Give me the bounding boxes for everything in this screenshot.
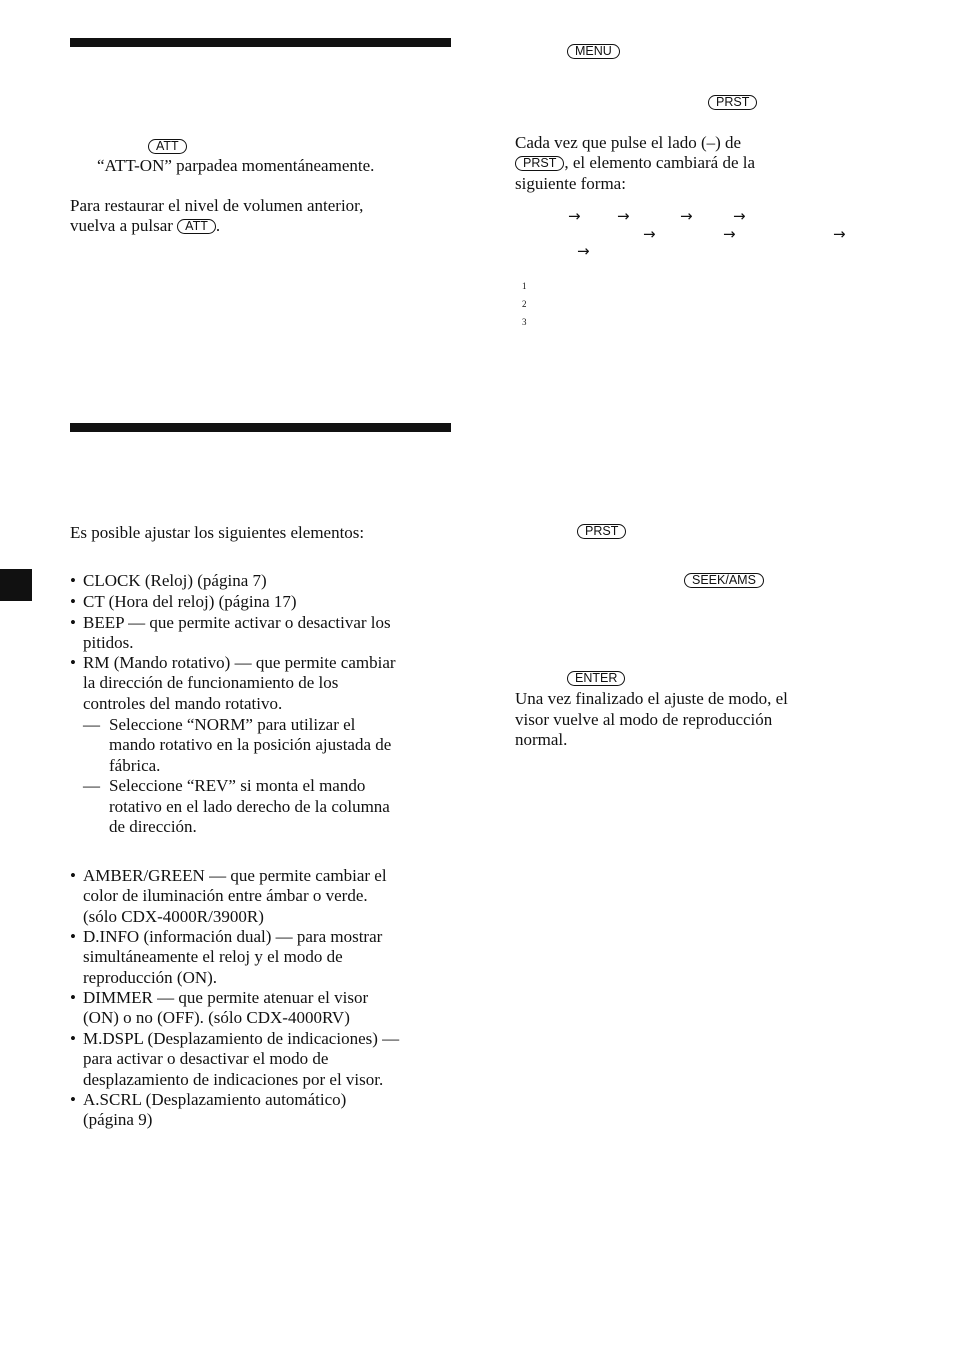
seek-ams-button-key: SEEK/AMS (684, 573, 764, 588)
rm-sub-norm-line: Seleccione “NORM” para utilizar el (109, 715, 356, 734)
list-item-line: color de iluminación entre ámbar o verde. (83, 886, 368, 906)
list-item-line: (sólo CDX-4000R/3900R) (83, 906, 264, 926)
list-item-line: para activar o desactivar el modo de (83, 1049, 329, 1069)
bullet-icon: • (70, 592, 76, 611)
list-item-line: pitidos. (83, 633, 134, 653)
restore-line-1: Para restaurar el nivel de volumen anterior, (70, 196, 364, 215)
att-button-key-2: ATT (177, 219, 216, 234)
section-rule-top (70, 38, 451, 47)
att-button-key: ATT (148, 139, 187, 154)
enter-button-key: ENTER (567, 671, 625, 686)
restore-line-2 (70, 216, 220, 236)
sequence-arrow-icon: → (617, 207, 630, 225)
footnote-marker: 2 (522, 299, 527, 309)
prst-button-key-2: PRST (577, 524, 626, 539)
final-line-3: normal. (515, 730, 568, 749)
sequence-arrow-icon: → (680, 207, 693, 225)
cada-line-2-suffix: , el elemento cambiará de la (564, 153, 756, 172)
adjust-intro: Es posible ajustar los siguientes elementos: (70, 523, 365, 542)
prst-button-key-inline: PRST (515, 156, 564, 171)
rm-sub-rev-line: Seleccione “REV” si monta el mando (109, 776, 366, 795)
list-item-line: A.SCRL (Desplazamiento automático) (83, 1090, 347, 1109)
bullet-icon: • (70, 653, 76, 672)
sequence-arrow-icon: → (833, 225, 846, 243)
final-line-1: Una vez finalizado el ajuste de modo, el (515, 689, 788, 708)
bullet-icon: • (70, 866, 76, 885)
bullet-icon: • (70, 571, 76, 590)
cada-line-1: Cada vez que pulse el lado (–) de (515, 133, 742, 152)
att-on-text: “ATT-ON” parpadea momentáneamente. (97, 156, 375, 175)
side-tab-marker (0, 569, 32, 601)
list-item-line: CLOCK (Reloj) (página 7) (83, 571, 267, 590)
final-line-2: visor vuelve al modo de reproducción (515, 710, 773, 729)
list-item-line: CT (Hora del reloj) (página 17) (83, 592, 297, 611)
cada-line-3: siguiente forma: (515, 174, 626, 193)
list-item-line: desplazamiento de indicaciones por el visor. (83, 1069, 384, 1089)
rm-sub-rev-line: de dirección. (109, 817, 197, 836)
bullet-icon: • (70, 927, 76, 946)
list-item-line: (página 9) (83, 1110, 153, 1130)
list-item-line: M.DSPL (Desplazamiento de indicaciones) — (83, 1029, 400, 1048)
rm-sub-dash-1: — (83, 715, 100, 734)
rm-sub-dash-2: — (83, 776, 100, 795)
list-item-line: la dirección de funcionamiento de los (83, 673, 339, 693)
sequence-arrow-icon: → (733, 207, 746, 225)
bullet-icon: • (70, 613, 76, 632)
menu-button-key: MENU (567, 44, 620, 59)
list-item-line: BEEP — que permite activar o desactivar los (83, 613, 391, 632)
sequence-arrow-icon: → (577, 242, 590, 260)
sequence-arrow-icon: → (643, 225, 656, 243)
footnote-marker: 3 (522, 317, 527, 327)
bullet-icon: • (70, 1090, 76, 1109)
restore-line-2-prefix: vuelva a pulsar (70, 216, 173, 235)
prst-button-key: PRST (708, 95, 757, 110)
list-item-line: DIMMER — que permite atenuar el visor (83, 988, 369, 1007)
bullet-icon: • (70, 1029, 76, 1048)
rm-sub-norm-line: mando rotativo en la posición ajustada de (109, 735, 392, 754)
cada-line-2 (515, 153, 755, 173)
footnote-marker: 1 (522, 281, 527, 291)
list-item-line: D.INFO (información dual) — para mostrar (83, 927, 383, 946)
section-rule-middle (70, 423, 451, 432)
list-item-line: reproducción (ON). (83, 967, 218, 987)
rm-sub-norm-line: fábrica. (109, 756, 161, 775)
sequence-arrow-icon: → (723, 225, 736, 243)
list-item-line: AMBER/GREEN — que permite cambiar el (83, 866, 387, 885)
list-item-line: simultáneamente el reloj y el modo de (83, 947, 343, 967)
list-item-line: RM (Mando rotativo) — que permite cambiar (83, 653, 396, 672)
list-item-line: controles del mando rotativo. (83, 693, 283, 713)
bullet-icon: • (70, 988, 76, 1007)
list-item-line: (ON) o no (OFF). (sólo CDX-4000RV) (83, 1008, 350, 1028)
sequence-arrow-icon: → (568, 207, 581, 225)
restore-line-2-suffix: . (215, 216, 221, 235)
rm-sub-rev-line: rotativo en el lado derecho de la columna (109, 797, 390, 816)
